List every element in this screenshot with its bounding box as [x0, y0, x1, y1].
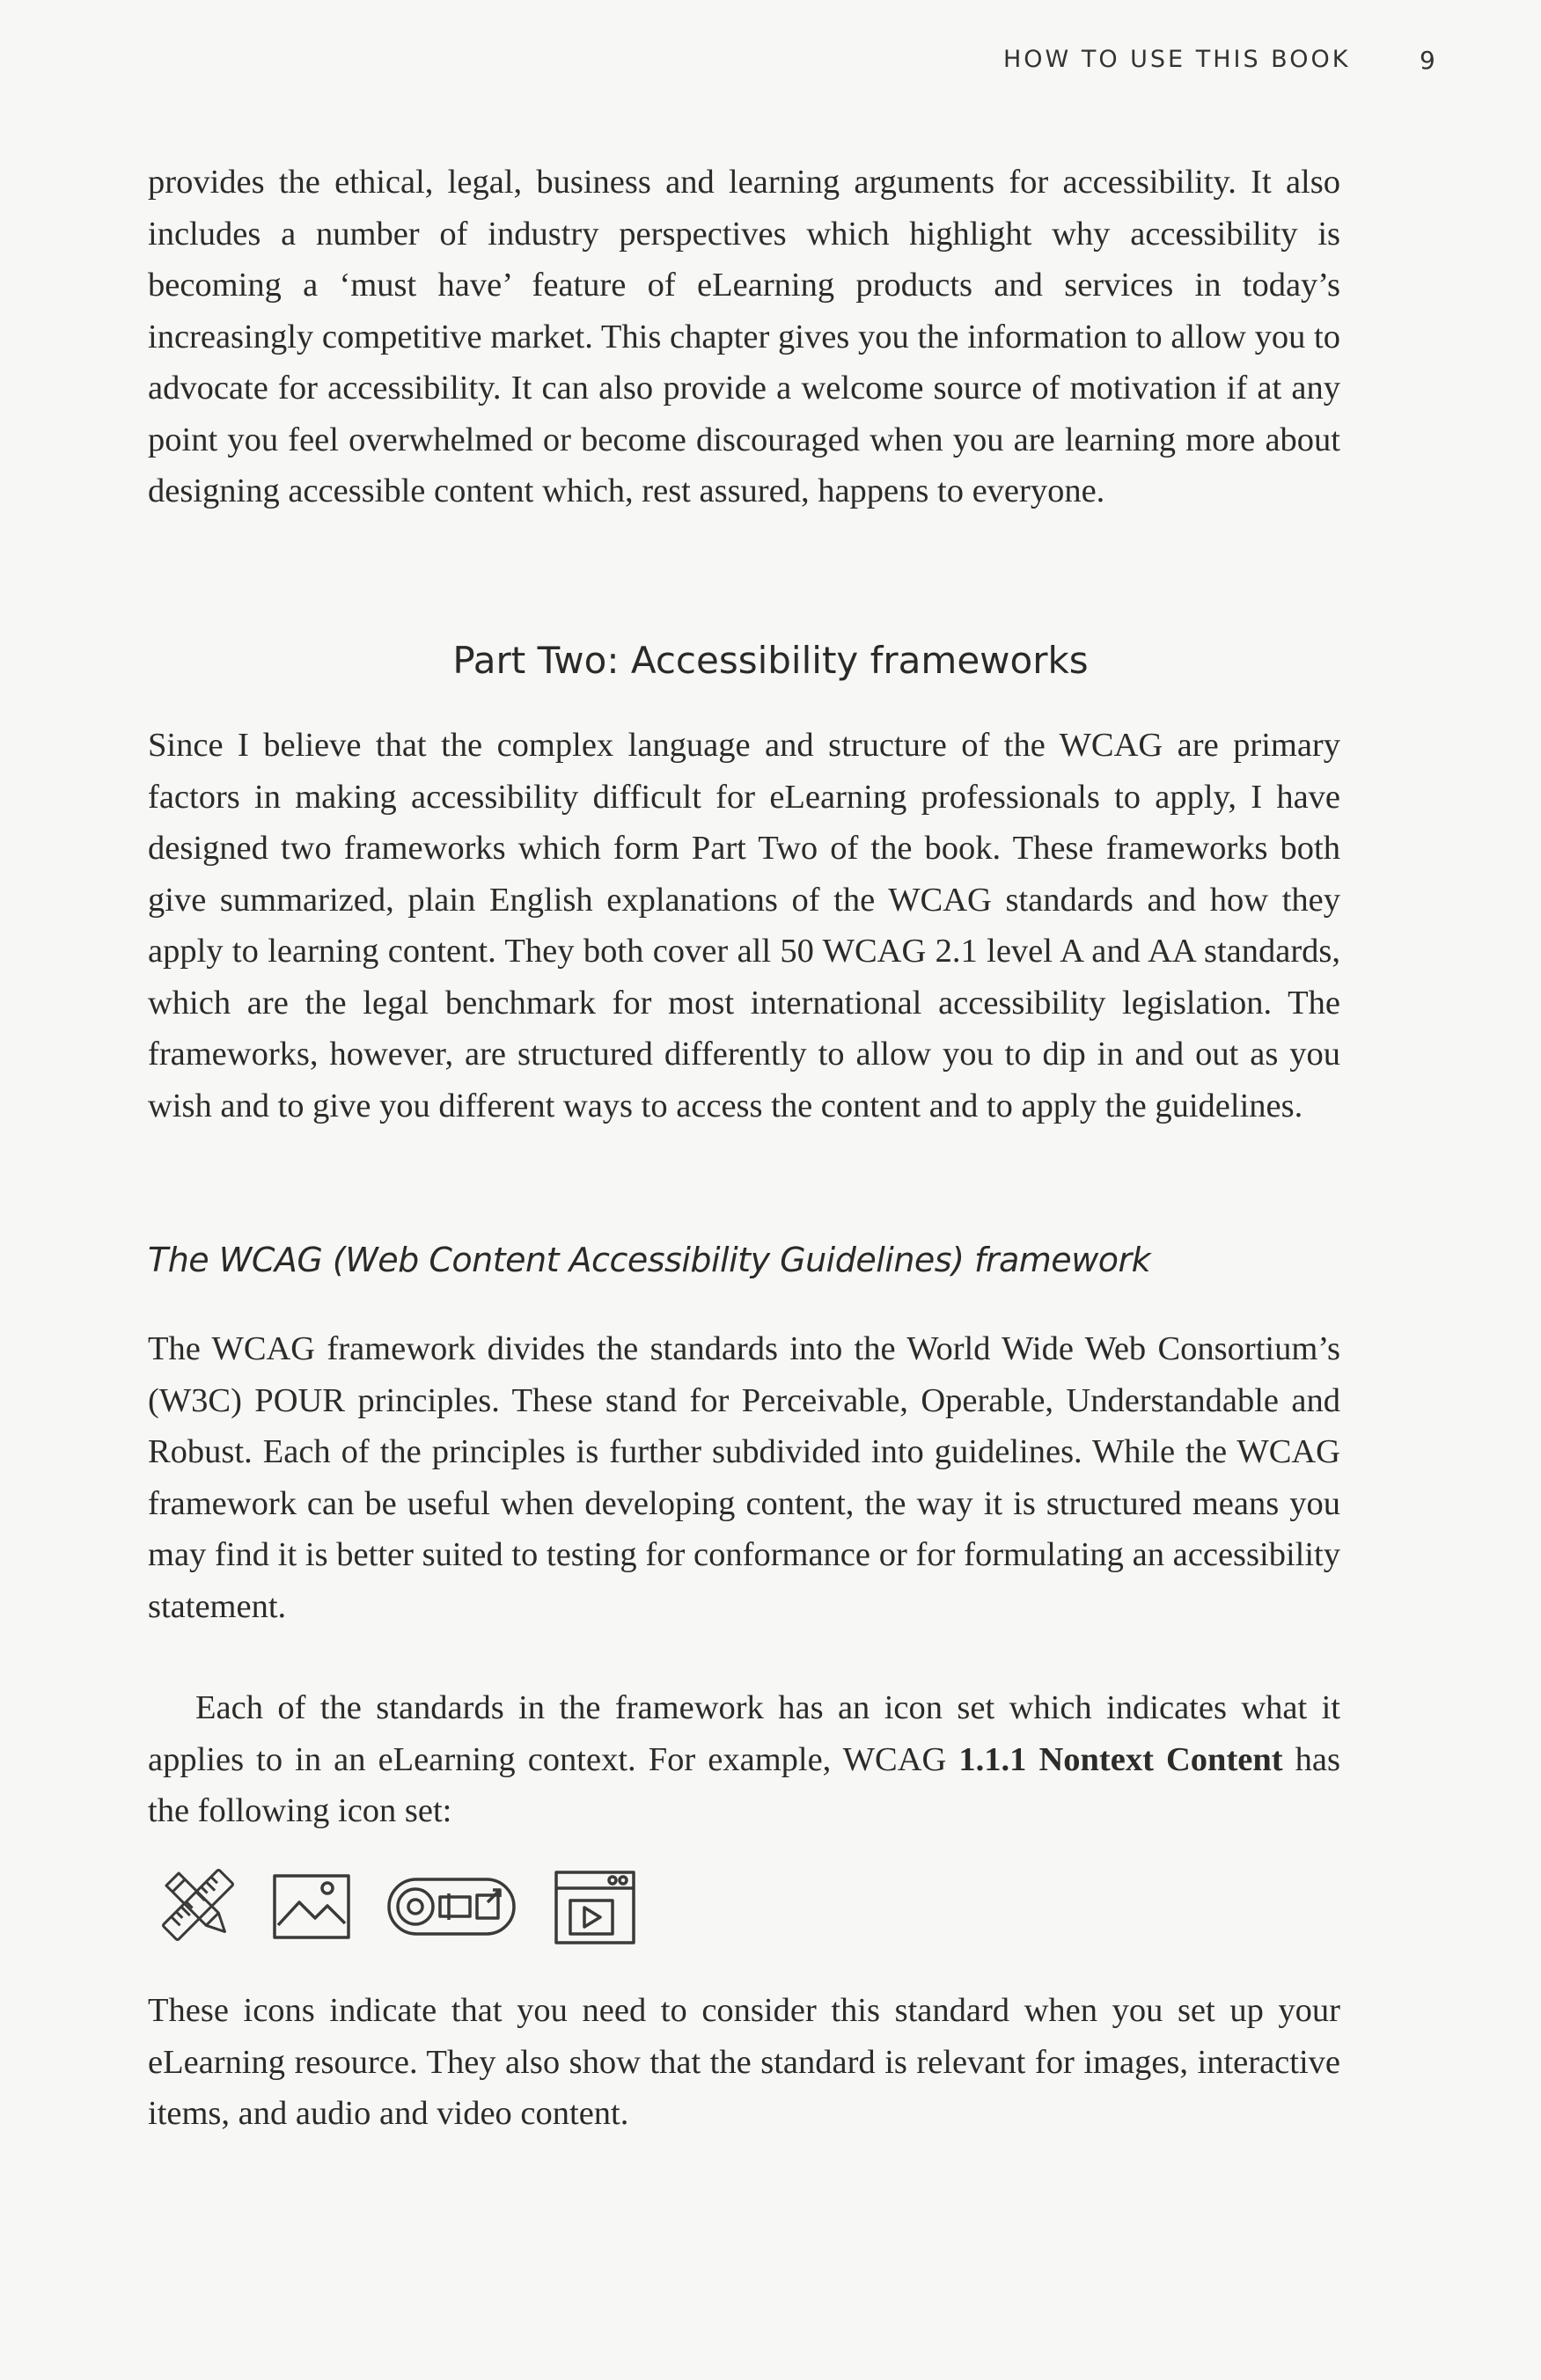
icon-set-intro-text: Each of the standards in the framework has an icon set which indicates what it applies to in an eLearning context. For example, WCAG: [148, 1689, 1340, 1778]
running-head: HOW TO USE THIS BOOK: [1003, 46, 1351, 73]
part-two-heading: Part Two: Accessibility frameworks: [452, 639, 1089, 682]
intro-paragraph: provides the ethical, legal, business and learning arguments for accessibility. It also includes a number of industry perspectives which highlight why accessibility is becoming a ‘must have’ feature of eLearning products and services in today’s increasingly competitive market. This chapter gives you the information to allow you to advocate for accessibility. It can also provide a welcome source of motivation if at any point you feel overwhelmed or become discouraged when you are learning more about designing accessible content which, rest assured, happens to everyone.: [148, 164, 1340, 509]
wcag-framework-heading: The WCAG (Web Content Accessibility Guidelines) framework: [148, 1241, 1151, 1279]
setup-tools-icon: [157, 1864, 239, 1946]
image-icon: [269, 1864, 354, 1948]
page-number: 9: [1420, 46, 1435, 75]
icon-set-intro-tail: has the following icon set:: [148, 1740, 1340, 1829]
interactive-item-icon: [385, 1864, 517, 1948]
wcag-framework-paragraph: The WCAG framework divides the standards into the World Wide Web Consortium’s (W3C) POUR principles. These stand for Perceivable, Operable, Understandable and Robust. Each of the principles is further subdivided into guidelines. While the WCAG framework can be useful when developing content, the way it is structured means you may find it is better suited to testing for conformance or for formulating an accessibility statement.: [148, 1330, 1340, 1625]
icon-set-intro-paragraph: [148, 1682, 1340, 1837]
icon-explanation-paragraph: These icons indicate that you need to consider this standard when you set up your eLearning resource. They also show that the standard is relevant for images, interactive items, and audio and video content.: [148, 1992, 1340, 2132]
standard-reference: 1.1.1 Nontext Content: [958, 1740, 1283, 1778]
part-two-paragraph: Since I believe that the complex language and structure of the WCAG are primary factors in making accessibility difficult for eLearning professionals to apply, I have designed two frameworks which form Part Two of the book. These frameworks both give summarized, plain English explanations of the WCAG standards and how they apply to learning content. They both cover all 50 WCAG 2.1 level A and AA standards, which are the legal benchmark for most international accessibility legislation. The frameworks, however, are structured differently to allow you to dip in and out as you wish and to give you different ways to access the content and to apply the guidelines.: [148, 727, 1340, 1124]
audio-video-icon: [551, 1864, 639, 1948]
